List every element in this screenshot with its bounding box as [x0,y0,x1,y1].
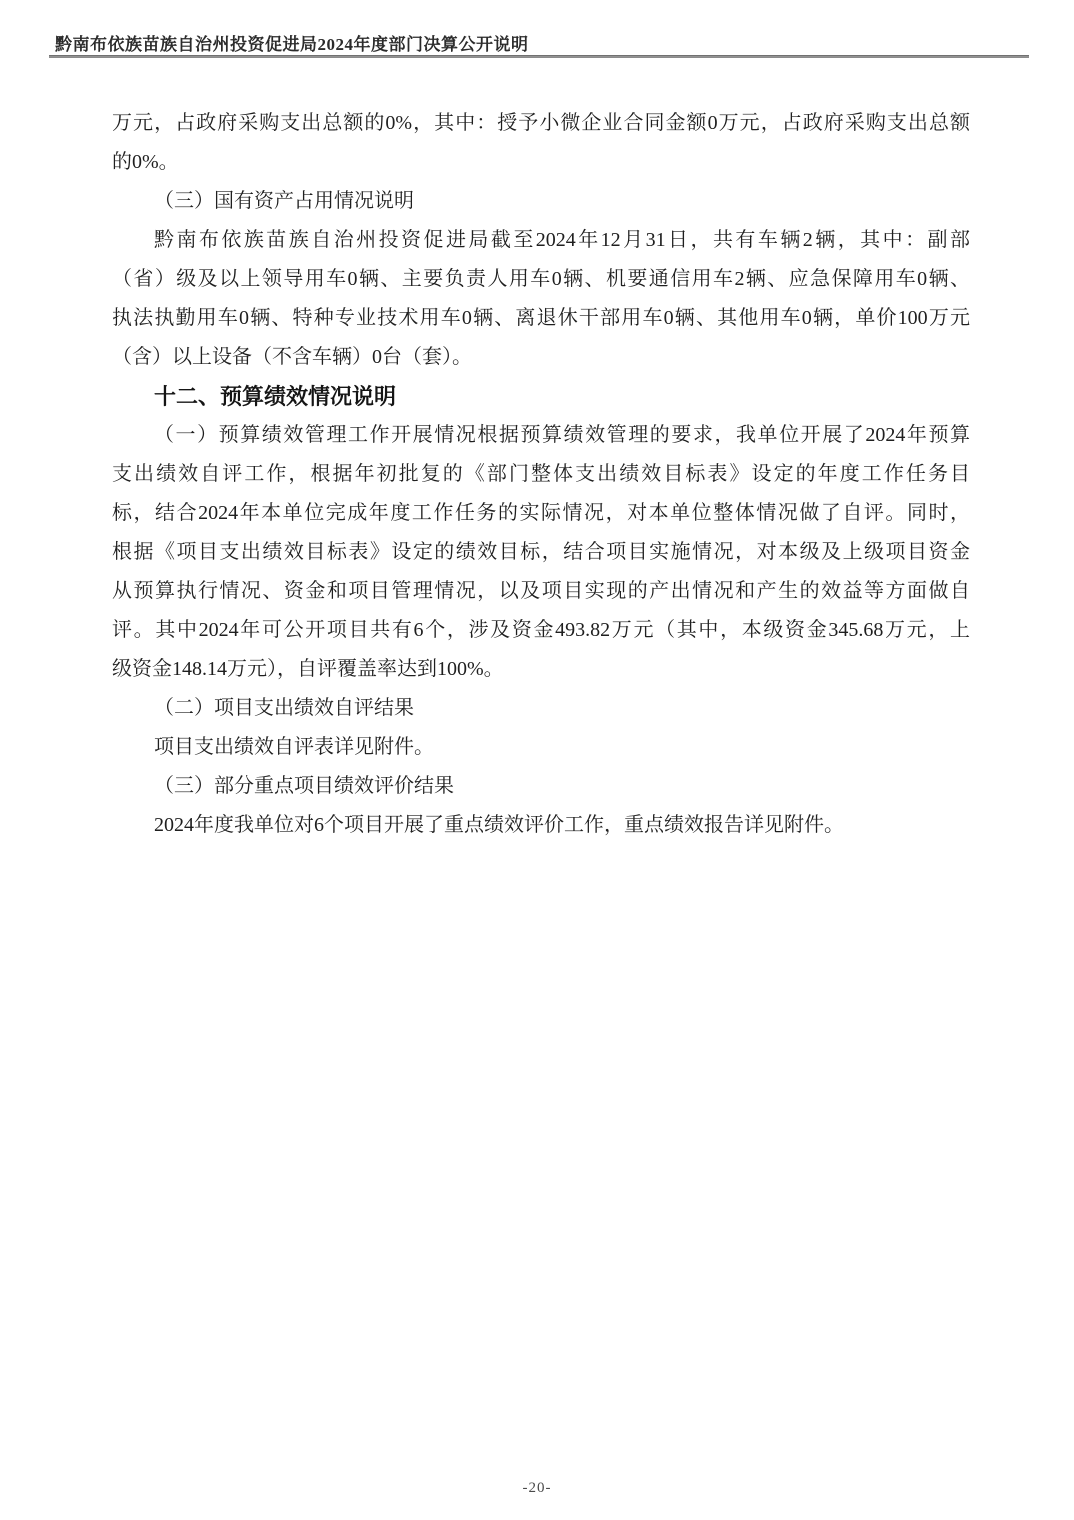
paragraph-line: 根据《项目支出绩效目标表》设定的绩效目标，结合项目实施情况，对本级及上级项目资金 [112,541,970,563]
paragraph-line: （省）级及以上领导用车0辆、主要负责人用车0辆、机要通信用车2辆、应急保障用车0辆、 [112,268,970,290]
paragraph-line: （含）以上设备（不含车辆）0台（套）。 [112,346,472,368]
paragraph-line: （一）预算绩效管理工作开展情况根据预算绩效管理的要求，我单位开展了2024年预算 [154,424,970,446]
paragraph-line: 从预算执行情况、资金和项目管理情况，以及项目实现的产出情况和产生的效益等方面做自 [112,580,970,602]
subsection-heading-self-eval-results: （二）项目支出绩效自评结果 [154,697,414,719]
paragraph-line: 执法执勤用车0辆、特种专业技术用车0辆、离退休干部用车0辆、其他用车0辆，单价100万元 [112,307,970,329]
paragraph-line: 黔南布依族苗族自治州投资促进局截至2024年12月31日，共有车辆2辆，其中：副部 [154,229,970,251]
header-rule [49,55,1029,58]
paragraph-line: 万元，占政府采购支出总额的0%，其中：授予小微企业合同金额0万元，占政府采购支出总额 [112,112,970,134]
paragraph-line: 项目支出绩效自评表详见附件。 [154,736,434,758]
paragraph-line: 2024年度我单位对6个项目开展了重点绩效评价工作，重点绩效报告详见附件。 [154,814,844,836]
paragraph-line: 级资金148.14万元），自评覆盖率达到100%。 [112,658,504,680]
header-title: 黔南布依族苗族自治州投资促进局2024年度部门决算公开说明 [55,35,529,54]
section-heading-budget-performance: 十二、预算绩效情况说明 [154,384,397,409]
paragraph-line: 标，结合2024年本单位完成年度工作任务的实际情况，对本单位整体情况做了自评。同时， [112,502,970,524]
page-number: -20- [522,1480,552,1496]
paragraph-line: 评。其中2024年可公开项目共有6个，涉及资金493.82万元（其中，本级资金345.68万元，上 [112,619,970,641]
subsection-heading-state-assets: （三）国有资产占用情况说明 [154,190,414,212]
subsection-heading-key-project-eval: （三）部分重点项目绩效评价结果 [154,775,454,797]
document-body [112,104,970,845]
paragraph-line: 的0%。 [112,151,179,173]
paragraph-line: 支出绩效自评工作，根据年初批复的《部门整体支出绩效目标表》设定的年度工作任务目 [112,463,970,485]
